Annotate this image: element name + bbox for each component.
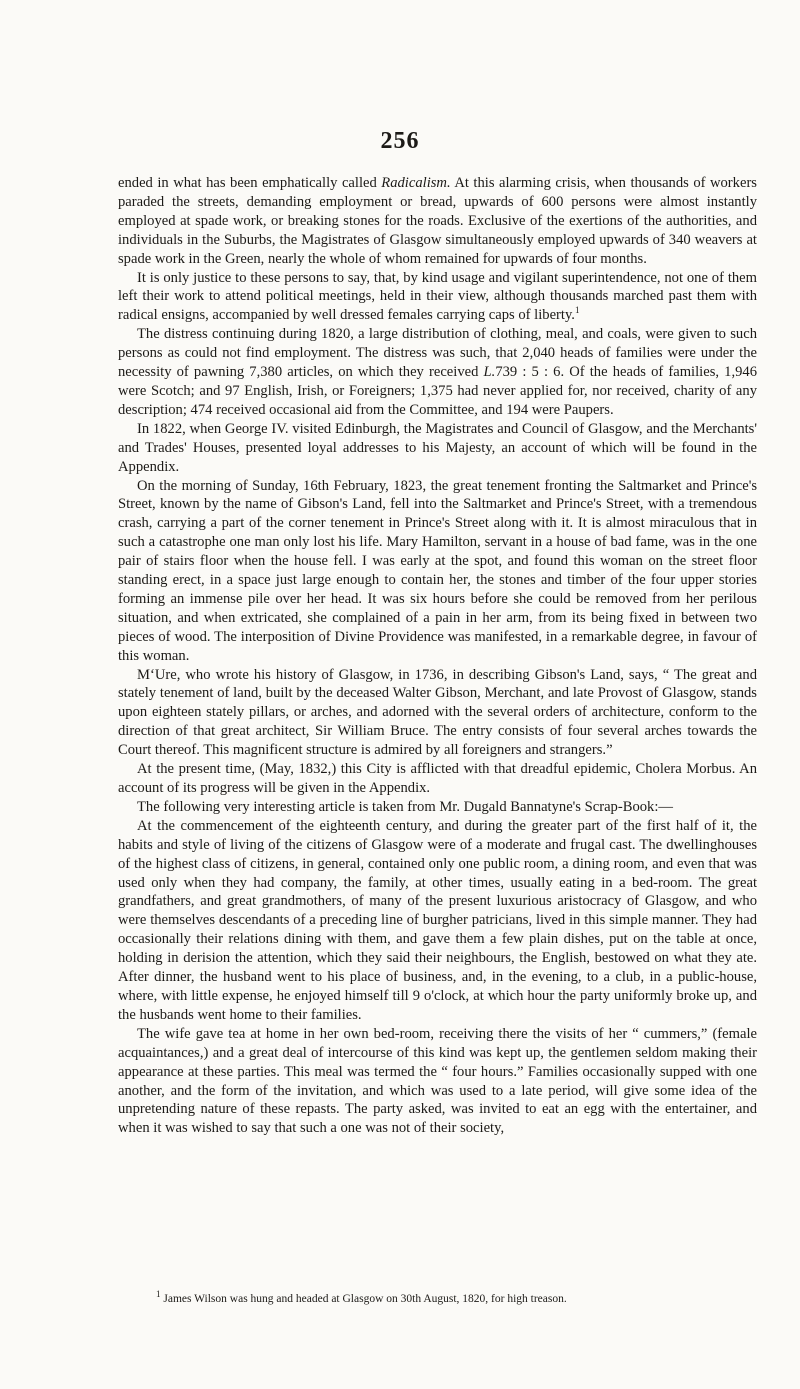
footnote-ref: 1 — [574, 305, 580, 316]
paragraph — [118, 798, 757, 817]
paragraph — [118, 477, 757, 666]
paragraph-text: 739 : 5 : 6. Of the heads of families, 1,946 were Scotch; and 97 English, Irish, or Foreigners; 1,375 had never applied for, nor received, charity of any description; 474 received occasional aid from the Committee, and 194 were Paupers. — [118, 364, 757, 418]
paragraph-text: At the commencement of the eighteenth century, and during the greater part of the first half of it, the habits and style of living of the citizens of Glasgow were of a moderate and frugal cast. The dwellinghouses of the highest class of citizens, in general, contained only one public room, a dining room, and even that was used only when they had company, the family, at other times, usually eating in a bed-room. The great grandfathers, and great grandmothers, of many of the present luxurious aristocracy of Glasgow, and who were themselves descendants of a preceding line of burgher patricians, lived in this simple manner. They had occasionally their relations dining with them, and gave them a few plain dishes, put on the table at once, holding in derision the attention, which they said their neighbours, the English, bestowed on what they ate. After dinner, the husband went to his place of business, and, in the evening, to a club, in a public-house, where, with little expense, he enjoyed himself till 9 o'clock, at which hour the party uniformly broke up, and the husbands went home to their families. — [118, 817, 757, 1023]
footnote-text: James Wilson was hung and headed at Glasgow on 30th August, 1820, for high treason. — [160, 1293, 567, 1305]
paragraph-text: It is only justice to these persons to say, that, by kind usage and vigilant superintendence, not one of them left their work to attend political meetings, held in their view, although thousands marched past them with radical ensigns, accompanied by well dressed females carrying caps of liberty. — [118, 269, 757, 324]
paragraph — [118, 817, 757, 1025]
paragraph-text: ended in what has been emphatically called — [118, 175, 382, 191]
page-number: 256 — [380, 128, 420, 154]
paragraph-text: In 1822, when George IV. visited Edinburgh, the Magistrates and Council of Glasgow, and the Merchants' and Trades' Houses, presented loyal addresses to his Majesty, an account of which will be found in the Appendix. — [118, 420, 757, 475]
paragraph — [118, 325, 757, 420]
paragraph-text: On the morning of Sunday, 16th February, 1823, the great tenement fronting the Saltmarket and Prince's Street, known by the name of Gibson's Land, fell into the Saltmarket and Prince's Street, with a tremendous crash, carrying a part of the corner tenement in Prince's Street along with it. It is almost miraculous that in such a catastrophe one man only lost his life. Mary Hamilton, servant in a house of bad fame, was in the one pair of stairs floor when the house fell. I was early at the spot, and found this woman on the street floor standing erect, in a space just large enough to contain her, the stones and timber of the four upper stories forming an immense pile over her head. It was six hours before she could be removed from her perilous situation, and when extricated, she complained of a pain in her arm, from its being fixed in between two pieces of wood. The interposition of Divine Providence was manifested, in a remarkable degree, in favour of this woman. — [118, 477, 757, 664]
paragraph — [118, 174, 757, 269]
paragraph-text: The distress continuing during 1820, a large distribution of clothing, meal, and coals, were given to such persons as could not find employment. The distress was such, that 2,040 heads of families were under the necessity of pawning 7,380 articles, on which they received — [118, 326, 757, 381]
emphasis: L. — [483, 364, 496, 381]
footnote-mark: 1 — [156, 1289, 161, 1300]
paragraph-text: At this alarming crisis, when thousands of workers paraded the streets, demanding employment or bread, upwards of 600 persons were almost instantly employed at spade work, or breaking stones for the roads. Exclusive of the exertions of the authorities, and individuals in the Suburbs, the Magistrates of Glasgow simultaneously employed upwards of 340 weavers at spade work in the Green, nearly the whole of whom remained for upwards of four months. — [118, 175, 757, 267]
paragraph — [118, 666, 757, 761]
body-text — [118, 174, 757, 1138]
paragraph — [118, 1025, 757, 1138]
paragraph-text: The wife gave tea at home in her own bed-room, receiving there the visits of her “ cummers,” (female acquaintances,) and a great deal of intercourse of this kind was kept up, the gentlemen seldom making their appearance at these parties. This meal was termed the “ four hours.” Families occasionally supped with one another, and the form of the invitation, and which was used to a late period, will give some idea of the unpretending nature of these repasts. The party asked, was invited to eat an egg with the entertainer, and when it was wished to say that such a one was not of their society, — [118, 1025, 757, 1137]
paragraph-text: At the present time, (May, 1832,) this City is afflicted with that dreadful epidemic, Cholera Morbus. An account of its progress will be given in the Appendix. — [118, 761, 757, 796]
paragraph — [118, 760, 757, 798]
paragraph-text: The following very interesting article is taken from Mr. Dugald Bannatyne's Scrap-Book:— — [137, 798, 673, 815]
footnote — [156, 1289, 756, 1307]
paragraph-text: M‘Ure, who wrote his history of Glasgow, in 1736, in describing Gibson's Land, says, “ The great and stately tenement of land, built by the deceased Walter Gibson, Merchant, and late Provost of Glasgow, stands upon eighteen stately pillars, or arches, and adorned with the several orders of architecture, conform to the direction of that great architect, Sir William Bruce. The entry consists of four several arches towards the Court thereof. This magnificent structure is admired by all foreigners and strangers.” — [118, 666, 757, 759]
emphasis: Radicalism. — [381, 175, 451, 191]
paragraph — [118, 420, 757, 477]
paragraph — [118, 269, 757, 326]
